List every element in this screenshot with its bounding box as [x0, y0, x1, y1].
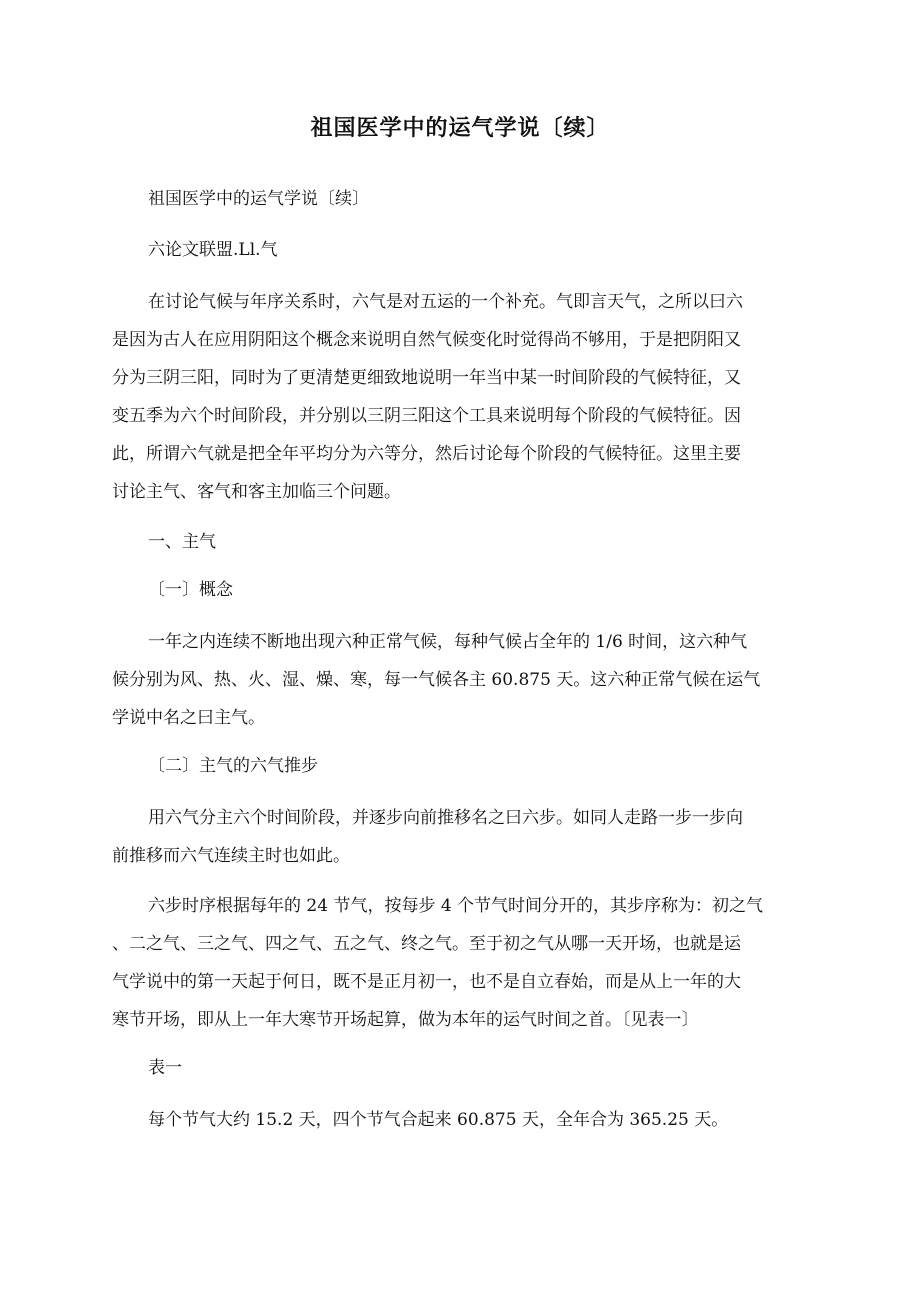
paragraph-line: 前推移而六气连续主时也如此。	[112, 846, 350, 866]
paragraph-line: 讨论主气、客气和客主加临三个问题。	[112, 482, 401, 502]
paragraph-line: 此，所谓六气就是把全年平均分为六等分，然后讨论每个阶段的气候特征。这里主要	[112, 444, 741, 464]
paragraph-line: 寒节开场，即从上一年大寒节开场起算，做为本年的运气时间之首。〔见表一〕	[112, 1010, 699, 1030]
final-paragraph: 每个节气大约 15.2 天，四个节气合起来 60.875 天，全年合为 365.25 天。	[148, 1110, 729, 1130]
paragraph-line: 六步时序根据每年的 24 节气，按每步 4 个节气时间分开的，其步序称为：初之气	[148, 896, 764, 916]
paragraph-line: 候分别为风、热、火、湿、燥、寒，每一气候各主 60.875 天。这六种正常气候在运气	[112, 670, 761, 690]
paragraph-line: 气学说中的第一天起于何日，既不是正月初一，也不是自立春始，而是从上一年的大	[112, 972, 741, 992]
document-title: 祖国医学中的运气学说〔续〕	[310, 116, 610, 141]
subtitle: 祖国医学中的运气学说〔续〕	[148, 189, 369, 209]
paragraph-line: 用六气分主六个时间阶段，并逐步向前推移名之曰六步。如同人走路一步一步向	[148, 808, 743, 828]
paragraph-line: 一年之内连续不断地出现六种正常气候，每种气候占全年的 1/6 时间，这六种气	[148, 632, 748, 652]
paragraph-line: 学说中名之曰主气。	[112, 708, 265, 728]
paragraph-line: 分为三阴三阳，同时为了更清楚更细致地说明一年当中某一时间阶段的气候特征，又	[112, 368, 741, 388]
table-label: 表一	[148, 1058, 182, 1078]
paragraph-line: 是因为古人在应用阴阳这个概念来说明自然气候变化时觉得尚不够用，于是把阴阳又	[112, 330, 741, 350]
subsection-heading: 〔二〕主气的六气推步	[148, 756, 318, 776]
paragraph-line: 在讨论气候与年序关系时，六气是对五运的一个补充。气即言天气，之所以曰六	[148, 292, 743, 312]
paragraph-line: 变五季为六个时间阶段，并分别以三阴三阳这个工具来说明每个阶段的气候特征。因	[112, 406, 741, 426]
section-heading: 一、主气	[148, 532, 216, 552]
byline: 六论文联盟.Ll.气	[148, 240, 278, 260]
paragraph-line: 、二之气、三之气、四之气、五之气、终之气。至于初之气从哪一天开场，也就是运	[112, 934, 741, 954]
subsection-heading: 〔一〕概念	[148, 580, 233, 600]
